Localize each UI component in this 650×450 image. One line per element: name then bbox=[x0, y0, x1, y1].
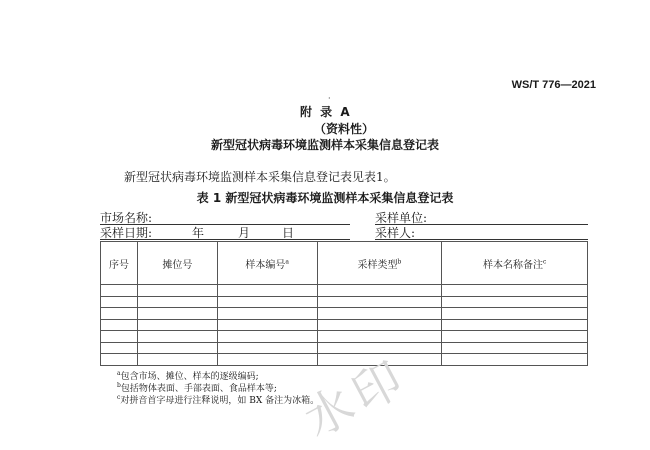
header-sample-id: 样本编号$^a$ bbox=[217, 242, 317, 285]
table-cell bbox=[442, 319, 588, 331]
table-cell bbox=[442, 296, 588, 308]
footnote-b: $^b$包括物体表面、手部表面、食品样本等; bbox=[117, 382, 277, 394]
sampling-date-underline bbox=[100, 239, 350, 240]
sampler-label: 采样人: bbox=[375, 226, 416, 240]
table-cell bbox=[217, 296, 317, 308]
intro-paragraph: 新型冠状病毒环境监测样本采集信息登记表见表1。 bbox=[124, 170, 396, 184]
table-cell bbox=[101, 319, 138, 331]
table-cell bbox=[137, 331, 217, 343]
table-cell bbox=[101, 285, 138, 297]
table-cell bbox=[101, 308, 138, 320]
table-cell bbox=[217, 308, 317, 320]
header-stall-no: 摊位号 bbox=[137, 242, 217, 285]
table-cell bbox=[442, 331, 588, 343]
sampling-date-label: 采样日期: bbox=[100, 226, 153, 240]
table-cell bbox=[317, 319, 442, 331]
table-cell bbox=[101, 331, 138, 343]
table-cell bbox=[442, 308, 588, 320]
table-cell bbox=[317, 296, 442, 308]
table-cell bbox=[137, 308, 217, 320]
table-row bbox=[101, 308, 588, 320]
date-year-label: 年 bbox=[192, 226, 205, 240]
table-cell bbox=[137, 319, 217, 331]
footnote-a: $^a$包含市场、摊位、样本的逐级编码; bbox=[117, 370, 259, 382]
header-sample-remark: 样本名称备注$^c$ bbox=[442, 242, 588, 285]
table-cell bbox=[442, 285, 588, 297]
table-cell bbox=[217, 331, 317, 343]
table-cell bbox=[137, 285, 217, 297]
table-cell bbox=[217, 342, 317, 354]
table-cell bbox=[442, 354, 588, 366]
date-day-label: 日 bbox=[282, 226, 295, 240]
table-cell bbox=[137, 342, 217, 354]
appendix-label: 附 录 A bbox=[300, 105, 352, 119]
table-cell bbox=[442, 342, 588, 354]
table-cell bbox=[317, 285, 442, 297]
sampling-unit-label: 采样单位: bbox=[375, 211, 428, 225]
header-sampling-type: 采样类型$^b$ bbox=[317, 242, 442, 285]
market-name-label: 市场名称: bbox=[100, 211, 153, 225]
table-cell bbox=[217, 354, 317, 366]
table-cell bbox=[317, 308, 442, 320]
decorative-dot: · bbox=[328, 94, 331, 103]
table-cell bbox=[101, 296, 138, 308]
registration-table bbox=[100, 241, 588, 366]
table-cell bbox=[101, 342, 138, 354]
appendix-nature: （资料性） bbox=[314, 122, 375, 136]
sampler-underline bbox=[375, 239, 588, 240]
table-row bbox=[101, 319, 588, 331]
footnote-c: $^c$对拼音首字母进行注释说明，如 BX 备注为冰箱。 bbox=[117, 394, 320, 406]
table-row bbox=[101, 285, 588, 297]
watermark: 水印 bbox=[295, 348, 417, 449]
header-serial-no: 序号 bbox=[101, 242, 138, 285]
table-row bbox=[101, 296, 588, 308]
standard-number: WS/T 776—2021 bbox=[511, 79, 596, 91]
table-row bbox=[101, 331, 588, 343]
table-row bbox=[101, 342, 588, 354]
table-cell bbox=[137, 296, 217, 308]
table-cell bbox=[137, 354, 217, 366]
table-cell bbox=[217, 285, 317, 297]
table-cell bbox=[317, 331, 442, 343]
appendix-title: 新型冠状病毒环境监测样本采集信息登记表 bbox=[210, 138, 439, 152]
table-cell bbox=[217, 319, 317, 331]
table-cell bbox=[101, 354, 138, 366]
table-header-row bbox=[101, 242, 588, 285]
table-title: 表 1 新型冠状病毒环境监测样本采集信息登记表 bbox=[196, 191, 454, 205]
date-month-label: 月 bbox=[238, 226, 251, 240]
